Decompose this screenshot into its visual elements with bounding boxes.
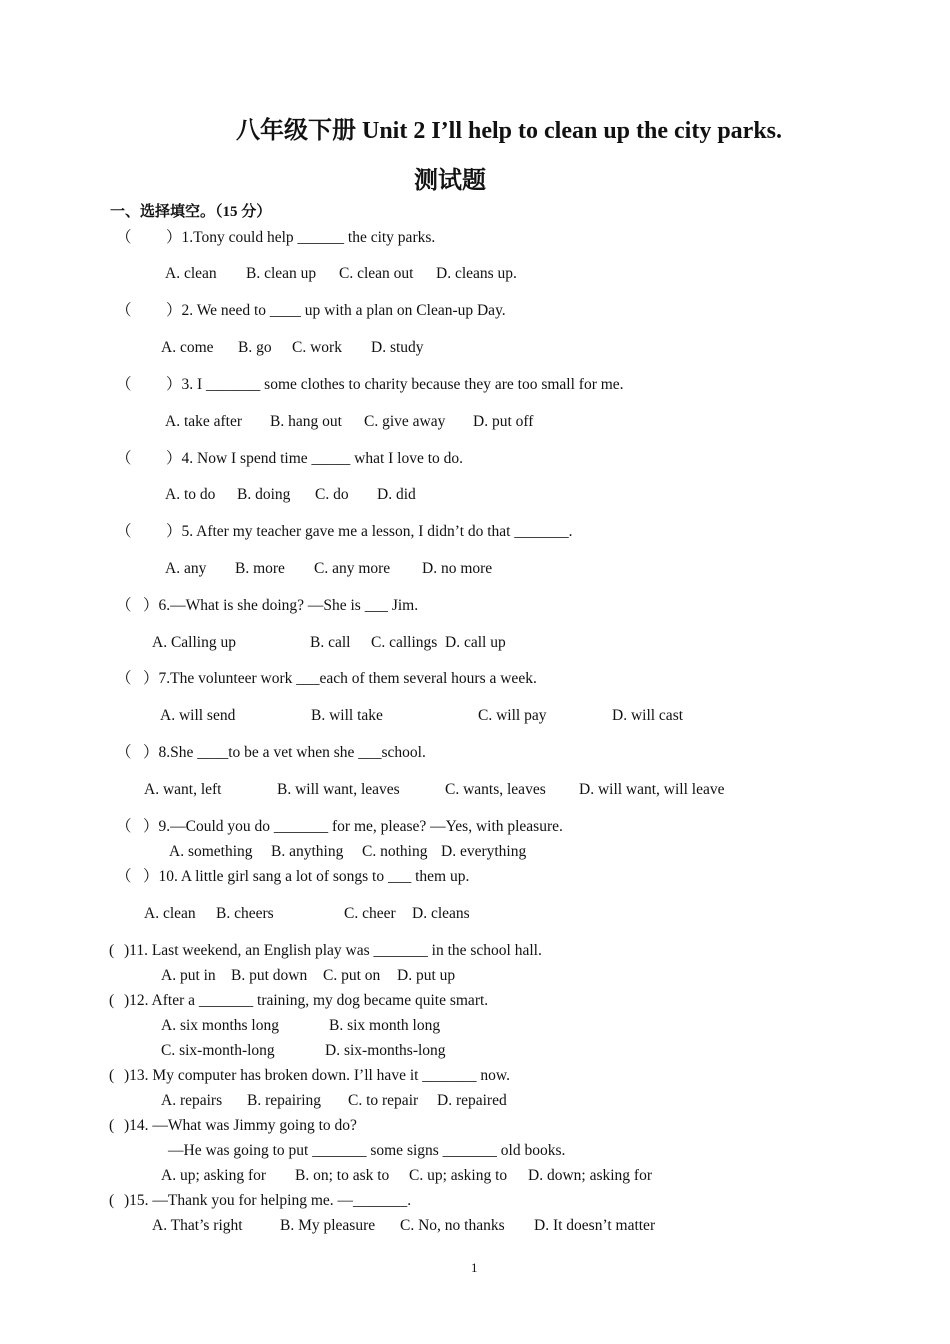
option-b: B. more	[235, 560, 285, 577]
option-a: A. to do	[165, 486, 216, 503]
option-a: A. That’s right	[152, 1217, 243, 1234]
option-c: C. callings	[371, 634, 438, 651]
question-stem: )15. —Thank you for helping me. —_______.	[124, 1192, 412, 1209]
question-stem: ）10. A little girl sang a lot of songs to ___ them up.	[143, 868, 470, 885]
section-heading: 一、选择填空。（15 分）	[110, 204, 272, 220]
question-stem: ）7.The volunteer work ___each of them several hours a week.	[143, 670, 537, 687]
question-stem: )11. Last weekend, an English play was _______ in the school hall.	[124, 942, 542, 959]
page-title: 八年级下册 Unit 2 I’ll help to clean up the city parks.	[236, 118, 783, 144]
option-d: D. repaired	[437, 1092, 507, 1109]
option-a: A. come	[161, 339, 214, 356]
option-b: B. doing	[237, 486, 291, 503]
option-b: B. will want, leaves	[277, 781, 400, 798]
option-d: D. no more	[422, 560, 493, 577]
option-d: D. study	[371, 339, 424, 356]
option-a: A. any	[165, 560, 207, 577]
answer-bracket: (	[109, 942, 115, 959]
question-stem: ）1.Tony could help ______ the city parks.	[166, 229, 436, 246]
option-d: D. put off	[473, 413, 534, 430]
answer-bracket: (	[109, 1117, 115, 1134]
answer-bracket: （	[116, 670, 132, 687]
question-stem: ）2. We need to ____ up with a plan on Clean-up Day.	[166, 302, 506, 319]
option-a: A. will send	[160, 707, 236, 724]
option-b: B. clean up	[246, 265, 317, 282]
option-b: B. on; to ask to	[295, 1167, 390, 1184]
option-b: B. put down	[231, 967, 308, 984]
option-c: C. any more	[314, 560, 391, 577]
option-c: C. wants, leaves	[445, 781, 546, 798]
option-c: C. do	[315, 486, 349, 503]
answer-bracket: (	[109, 1192, 115, 1209]
option-a: A. put in	[161, 967, 216, 984]
option-c: C. will pay	[478, 707, 547, 724]
option-d: D. It doesn’t matter	[534, 1217, 656, 1234]
option-c: C. nothing	[362, 843, 428, 860]
option-b: B. cheers	[216, 905, 274, 922]
answer-bracket: （	[116, 376, 132, 393]
option-c: C. to repair	[348, 1092, 419, 1109]
option-c: C. No, no thanks	[400, 1217, 505, 1234]
answer-bracket: （	[116, 523, 132, 540]
question-stem: ）4. Now I spend time _____ what I love to do.	[166, 450, 464, 467]
answer-bracket: (	[109, 992, 115, 1009]
page-number: 1	[471, 1260, 478, 1275]
option-d: D. cleans up.	[436, 265, 517, 282]
option-b: B. anything	[271, 843, 344, 860]
answer-bracket: （	[116, 597, 132, 614]
question-stem: ）6.—What is she doing? —She is ___ Jim.	[143, 597, 419, 614]
option-d: D. cleans	[412, 905, 470, 922]
option-b: B. go	[238, 339, 272, 356]
option-c: C. clean out	[339, 265, 414, 282]
option-c: C. six-month-long	[161, 1042, 275, 1059]
page-subtitle: 测试题	[414, 168, 486, 194]
option-c: C. up; asking to	[409, 1167, 508, 1184]
option-a: A. something	[169, 843, 253, 860]
option-d: D. will cast	[612, 707, 684, 724]
option-d: D. did	[377, 486, 416, 503]
answer-bracket: （	[116, 302, 132, 319]
question-stem: ）9.—Could you do _______ for me, please? —Yes, with pleasure.	[143, 818, 563, 835]
answer-bracket: （	[116, 450, 132, 467]
option-d: D. call up	[445, 634, 506, 651]
option-b: B. hang out	[270, 413, 342, 430]
question-stem: ）8.She ____to be a vet when she ___school.	[143, 744, 426, 761]
option-a: A. repairs	[161, 1092, 223, 1109]
question-stem: )13. My computer has broken down. I’ll have it _______ now.	[124, 1067, 510, 1084]
option-b: B. call	[310, 634, 351, 651]
option-a: A. up; asking for	[161, 1167, 267, 1184]
option-d: D. will want, will leave	[579, 781, 725, 798]
option-b: B. repairing	[247, 1092, 322, 1109]
option-a: A. Calling up	[152, 634, 236, 651]
option-a: A. take after	[165, 413, 243, 430]
question-stem: ）3. I _______ some clothes to charity because they are too small for me.	[166, 376, 624, 393]
option-d: D. everything	[441, 843, 527, 860]
option-a: A. six months long	[161, 1017, 279, 1034]
question-stem: )14. —What was Jimmy going to do?	[124, 1117, 357, 1134]
answer-bracket: （	[116, 868, 132, 885]
option-c: C. cheer	[344, 905, 396, 922]
option-d: D. down; asking for	[528, 1167, 652, 1184]
answer-bracket: （	[116, 818, 132, 835]
question-stem: ）5. After my teacher gave me a lesson, I didn’t do that _______.	[166, 523, 573, 540]
question-stem-reply: —He was going to put _______ some signs _______ old books.	[168, 1142, 566, 1159]
option-a: A. clean	[165, 265, 217, 282]
option-c: C. put on	[323, 967, 381, 984]
option-a: A. clean	[144, 905, 196, 922]
answer-bracket: （	[116, 229, 132, 246]
option-d: D. put up	[397, 967, 456, 984]
option-a: A. want, left	[144, 781, 222, 798]
option-c: C. give away	[364, 413, 446, 430]
option-b: B. My pleasure	[280, 1217, 376, 1234]
option-d: D. six-months-long	[325, 1042, 446, 1059]
answer-bracket: （	[116, 744, 132, 761]
question-stem: )12. After a _______ training, my dog became quite smart.	[124, 992, 489, 1009]
answer-bracket: (	[109, 1067, 115, 1084]
option-c: C. work	[292, 339, 342, 356]
option-b: B. six month long	[329, 1017, 441, 1034]
option-b: B. will take	[311, 707, 383, 724]
